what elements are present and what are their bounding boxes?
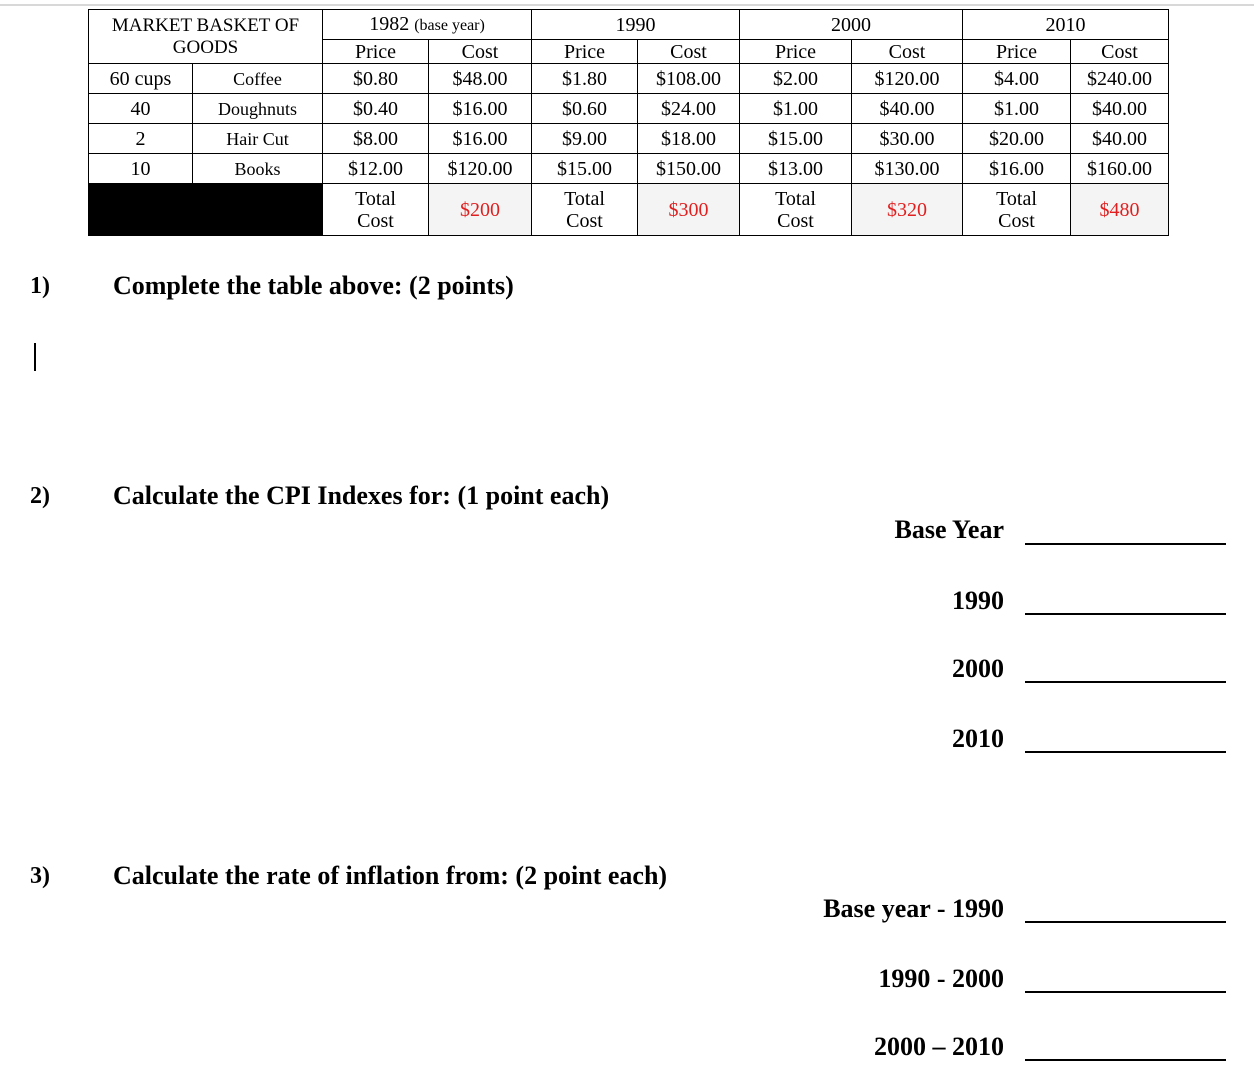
row-cell: $15.00 bbox=[532, 154, 638, 184]
row-cell: $16.00 bbox=[963, 154, 1071, 184]
row-cell: $9.00 bbox=[532, 124, 638, 154]
total-row bbox=[89, 184, 1169, 236]
cost-header: Cost bbox=[852, 40, 963, 64]
inflation-label-base-1990: Base year - 1990 bbox=[823, 894, 1004, 923]
row-cell: $2.00 bbox=[740, 64, 852, 94]
top-divider bbox=[0, 4, 1254, 6]
row-cell: $1.80 bbox=[532, 64, 638, 94]
row-cell: $130.00 bbox=[852, 154, 963, 184]
cost-header: Cost bbox=[429, 40, 532, 64]
row-cell: $24.00 bbox=[638, 94, 740, 124]
inflation-answer-blank[interactable] bbox=[1025, 921, 1226, 923]
row-cell: $108.00 bbox=[638, 64, 740, 94]
price-header: Price bbox=[740, 40, 852, 64]
row-cell: $40.00 bbox=[1071, 124, 1169, 154]
row-cell: $13.00 bbox=[740, 154, 852, 184]
question-3-text: Calculate the rate of inflation from: (2 point each) bbox=[113, 861, 668, 890]
table-row bbox=[89, 64, 1169, 94]
total-cost-label: Total Cost bbox=[323, 184, 429, 236]
question-3-number: 3) bbox=[30, 863, 50, 889]
row-cell: $16.00 bbox=[429, 124, 532, 154]
cost-header: Cost bbox=[1071, 40, 1169, 64]
row-item: Books bbox=[193, 154, 323, 184]
year-header-2000: 2000 bbox=[740, 10, 963, 40]
row-quantity: 40 bbox=[89, 94, 193, 124]
row-cell: $20.00 bbox=[963, 124, 1071, 154]
total-value-2010: $480 bbox=[1071, 184, 1169, 236]
question-2-text: Calculate the CPI Indexes for: (1 point each) bbox=[113, 481, 610, 510]
row-quantity: 60 cups bbox=[89, 64, 193, 94]
year-header-1982: 1982 (base year) bbox=[323, 10, 532, 40]
inflation-answer-blank[interactable] bbox=[1025, 1059, 1226, 1061]
row-cell: $18.00 bbox=[638, 124, 740, 154]
row-cell: $16.00 bbox=[429, 94, 532, 124]
basket-header: MARKET BASKET OF GOODS bbox=[89, 10, 323, 64]
inflation-label-2000-2010: 2000 – 2010 bbox=[874, 1032, 1004, 1061]
row-cell: $1.00 bbox=[963, 94, 1071, 124]
row-cell: $1.00 bbox=[740, 94, 852, 124]
total-value-2000: $320 bbox=[852, 184, 963, 236]
row-cell: $0.60 bbox=[532, 94, 638, 124]
row-cell: $12.00 bbox=[323, 154, 429, 184]
base-year-note: (base year) bbox=[414, 16, 485, 34]
row-quantity: 10 bbox=[89, 154, 193, 184]
blacked-out-cell bbox=[89, 184, 323, 236]
market-basket-table bbox=[88, 9, 1169, 236]
cpi-label-1990: 1990 bbox=[952, 586, 1004, 615]
row-cell: $240.00 bbox=[1071, 64, 1169, 94]
row-cell: $15.00 bbox=[740, 124, 852, 154]
total-value-1990: $300 bbox=[638, 184, 740, 236]
total-cost-label: Total Cost bbox=[740, 184, 852, 236]
row-cell: $160.00 bbox=[1071, 154, 1169, 184]
row-cell: $120.00 bbox=[852, 64, 963, 94]
year-header-2010: 2010 bbox=[963, 10, 1169, 40]
row-cell: $8.00 bbox=[323, 124, 429, 154]
cpi-answer-blank[interactable] bbox=[1025, 543, 1226, 545]
table-row bbox=[89, 94, 1169, 124]
question-2-number: 2) bbox=[30, 483, 50, 509]
total-cost-label: Total Cost bbox=[532, 184, 638, 236]
price-header: Price bbox=[323, 40, 429, 64]
row-cell: $0.40 bbox=[323, 94, 429, 124]
row-cell: $0.80 bbox=[323, 64, 429, 94]
row-quantity: 2 bbox=[89, 124, 193, 154]
cpi-label-2000: 2000 bbox=[952, 654, 1004, 683]
price-header: Price bbox=[532, 40, 638, 64]
total-value-1982: $200 bbox=[429, 184, 532, 236]
inflation-answer-blank[interactable] bbox=[1025, 991, 1226, 993]
total-cost-label: Total Cost bbox=[963, 184, 1071, 236]
table-row bbox=[89, 124, 1169, 154]
inflation-label-1990-2000: 1990 - 2000 bbox=[878, 964, 1004, 993]
row-item: Doughnuts bbox=[193, 94, 323, 124]
cpi-label-2010: 2010 bbox=[952, 724, 1004, 753]
cpi-answer-blank[interactable] bbox=[1025, 613, 1226, 615]
year-header-1990: 1990 bbox=[532, 10, 740, 40]
row-cell: $120.00 bbox=[429, 154, 532, 184]
cpi-answer-blank[interactable] bbox=[1025, 751, 1226, 753]
row-cell: $48.00 bbox=[429, 64, 532, 94]
question-1-text: Complete the table above: (2 points) bbox=[113, 271, 514, 300]
row-cell: $4.00 bbox=[963, 64, 1071, 94]
row-cell: $150.00 bbox=[638, 154, 740, 184]
cost-header: Cost bbox=[638, 40, 740, 64]
cpi-answer-blank[interactable] bbox=[1025, 681, 1226, 683]
text-cursor[interactable] bbox=[34, 343, 36, 371]
row-cell: $40.00 bbox=[1071, 94, 1169, 124]
row-cell: $40.00 bbox=[852, 94, 963, 124]
price-header: Price bbox=[963, 40, 1071, 64]
row-item: Hair Cut bbox=[193, 124, 323, 154]
row-cell: $30.00 bbox=[852, 124, 963, 154]
question-1-number: 1) bbox=[30, 273, 50, 299]
row-item: Coffee bbox=[193, 64, 323, 94]
cpi-label-base-year: Base Year bbox=[894, 515, 1004, 544]
table-row bbox=[89, 154, 1169, 184]
